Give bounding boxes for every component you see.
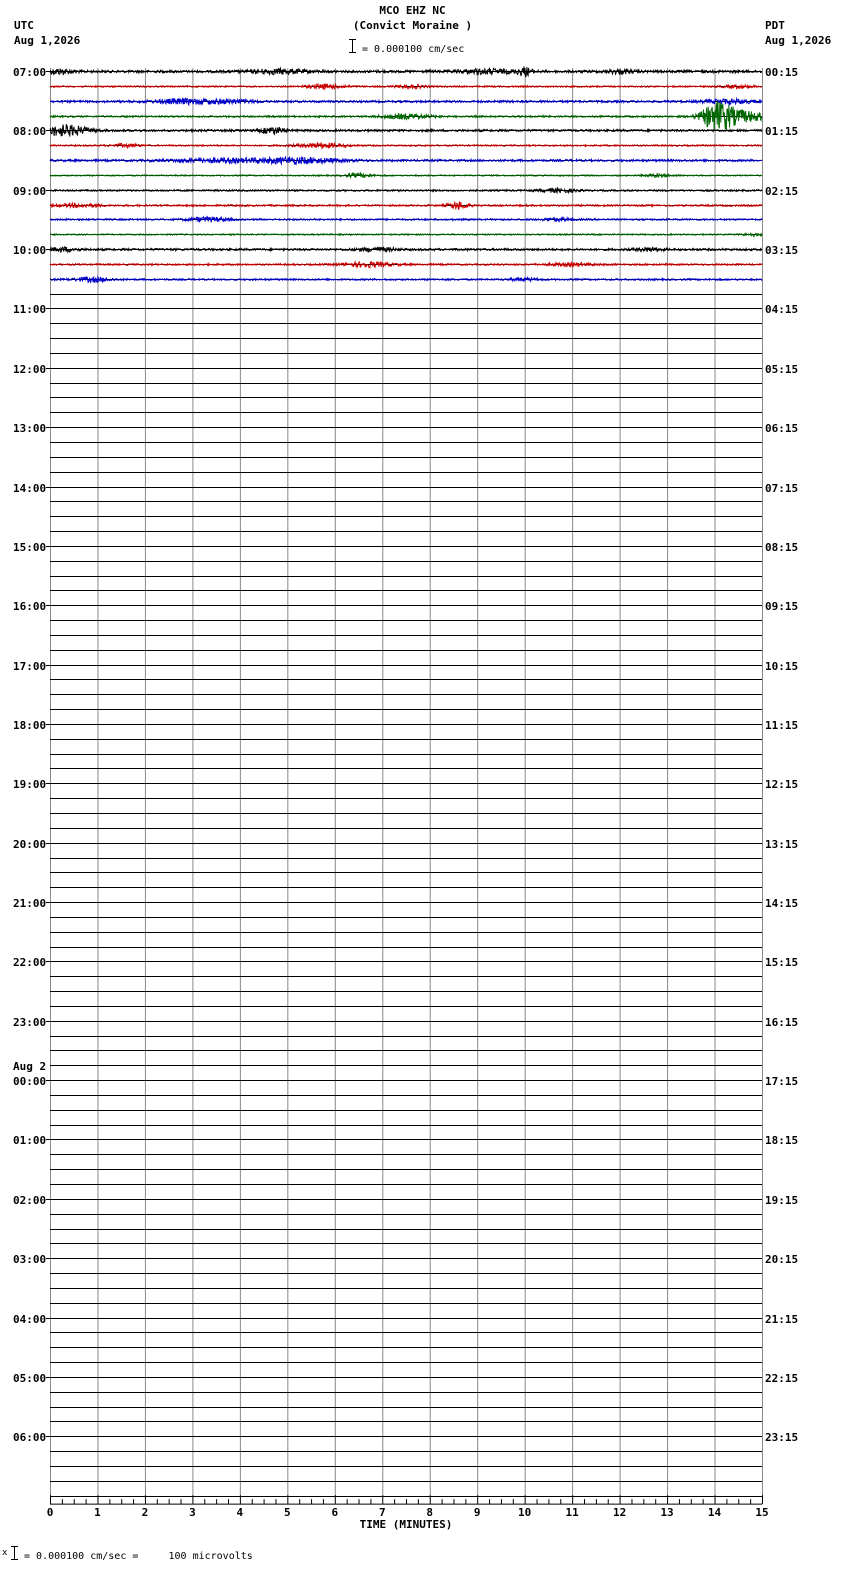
utc-hour-label: 12:00	[13, 363, 47, 376]
x-tick-label: 13	[660, 1506, 674, 1520]
date-change-label: Aug 2	[13, 1060, 47, 1073]
seismic-trace-row-8	[50, 188, 762, 193]
pdt-hour-label: 13:15	[765, 838, 799, 851]
seismic-trace-row-13	[50, 262, 762, 268]
utc-hour-label: 21:00	[13, 897, 47, 910]
x-tick-label: 5	[284, 1506, 291, 1520]
x-axis-label: TIME (MINUTES)	[359, 1518, 453, 1532]
x-tick-label: 9	[473, 1506, 481, 1520]
seismic-trace-row-9	[50, 202, 762, 209]
seismic-trace-row-10	[50, 217, 762, 223]
utc-hour-label: 22:00	[13, 956, 47, 969]
pdt-hour-label: 09:15	[765, 600, 799, 613]
x-tick-label: 1	[94, 1506, 101, 1520]
utc-hour-label: 23:00	[13, 1016, 47, 1029]
utc-hour-label: 06:00	[13, 1431, 47, 1444]
seismic-trace-row-6	[50, 157, 762, 164]
x-tick-label: 4	[236, 1506, 244, 1520]
seismic-trace-row-3	[50, 102, 762, 131]
x-tick-label: 12	[612, 1506, 627, 1520]
pdt-hour-label: 05:15	[765, 363, 799, 376]
x-tick-label: 11	[565, 1506, 579, 1520]
seismic-trace-row-14	[50, 277, 762, 283]
utc-hour-label: 08:00	[13, 125, 47, 138]
pdt-hour-label: 18:15	[765, 1134, 799, 1147]
pdt-hour-label: 06:15	[765, 422, 799, 435]
utc-hour-label: 18:00	[13, 719, 47, 732]
pdt-hour-label: 14:15	[765, 897, 799, 910]
x-tick-label: 15	[755, 1506, 769, 1520]
x-tick-label: 10	[518, 1506, 532, 1520]
utc-hour-label: 01:00	[13, 1134, 47, 1147]
pdt-hour-label: 07:15	[765, 482, 799, 495]
utc-hour-label: 07:00	[13, 66, 47, 79]
utc-hour-label: 09:00	[13, 185, 47, 198]
footer-scale-bar-cap-bottom	[11, 1559, 18, 1560]
footer-scale-text: = 0.000100 cm/sec = 100 microvolts	[24, 1551, 253, 1562]
x-tick-label: 3	[189, 1506, 196, 1520]
pdt-hour-label: 01:15	[765, 125, 799, 138]
utc-hour-label: 11:00	[13, 303, 47, 316]
seismic-trace-row-1	[50, 84, 762, 90]
pdt-hour-label: 23:15	[765, 1431, 799, 1444]
x-tick-label: 14	[707, 1506, 722, 1520]
pdt-hour-label: 10:15	[765, 660, 799, 673]
station-location: (Convict Moraine )	[352, 19, 473, 32]
pdt-hour-label: 03:15	[765, 244, 799, 257]
pdt-hour-label: 19:15	[765, 1194, 799, 1207]
right-timezone: PDT	[765, 19, 785, 32]
pdt-hour-label: 00:15	[765, 66, 799, 79]
pdt-hour-label: 21:15	[765, 1313, 799, 1326]
scale-text: = 0.000100 cm/sec	[362, 44, 465, 55]
pdt-hour-label: 17:15	[765, 1075, 799, 1088]
x-tick-label: 0	[46, 1506, 54, 1520]
footer-scale-bar-cap-top	[11, 1546, 18, 1547]
pdt-hour-label: 12:15	[765, 778, 799, 791]
right-date: Aug 1,2026	[765, 34, 832, 47]
x-tick-label: 6	[331, 1506, 339, 1520]
seismic-trace-row-0	[50, 66, 762, 76]
utc-hour-label: 19:00	[13, 778, 47, 791]
seismic-trace-row-2	[50, 98, 762, 105]
utc-hour-label: 15:00	[13, 541, 47, 554]
pdt-hour-label: 02:15	[765, 185, 799, 198]
seismic-trace-row-4	[50, 124, 762, 137]
seismic-trace-row-12	[50, 247, 762, 252]
x-tick-label: 7	[378, 1506, 386, 1520]
utc-hour-label: 00:00	[13, 1075, 47, 1088]
utc-hour-label: 10:00	[13, 244, 47, 257]
utc-hour-label: 02:00	[13, 1194, 47, 1207]
pdt-hour-label: 22:15	[765, 1372, 799, 1385]
station-title: MCO EHZ NC	[379, 4, 446, 17]
x-tick-label: 8	[426, 1506, 434, 1520]
utc-hour-label: 05:00	[13, 1372, 47, 1385]
utc-hour-label: 14:00	[13, 482, 47, 495]
utc-hour-label: 04:00	[13, 1313, 47, 1326]
utc-hour-label: 13:00	[13, 422, 47, 435]
utc-hour-label: 03:00	[13, 1253, 47, 1266]
utc-hour-label: 20:00	[13, 838, 47, 851]
utc-hour-label: 17:00	[13, 660, 47, 673]
pdt-hour-label: 08:15	[765, 541, 799, 554]
pdt-hour-label: 04:15	[765, 303, 799, 316]
footer-marker: x	[2, 1548, 8, 1558]
left-timezone: UTC	[14, 19, 34, 32]
x-tick-label: 2	[141, 1506, 149, 1520]
pdt-hour-label: 16:15	[765, 1016, 799, 1029]
left-date: Aug 1,2026	[14, 34, 81, 47]
pdt-hour-label: 20:15	[765, 1253, 799, 1266]
pdt-hour-label: 15:15	[765, 956, 799, 969]
utc-hour-label: 16:00	[13, 600, 47, 613]
footer-scale-bar-icon	[14, 1546, 15, 1560]
pdt-hour-label: 11:15	[765, 719, 799, 732]
